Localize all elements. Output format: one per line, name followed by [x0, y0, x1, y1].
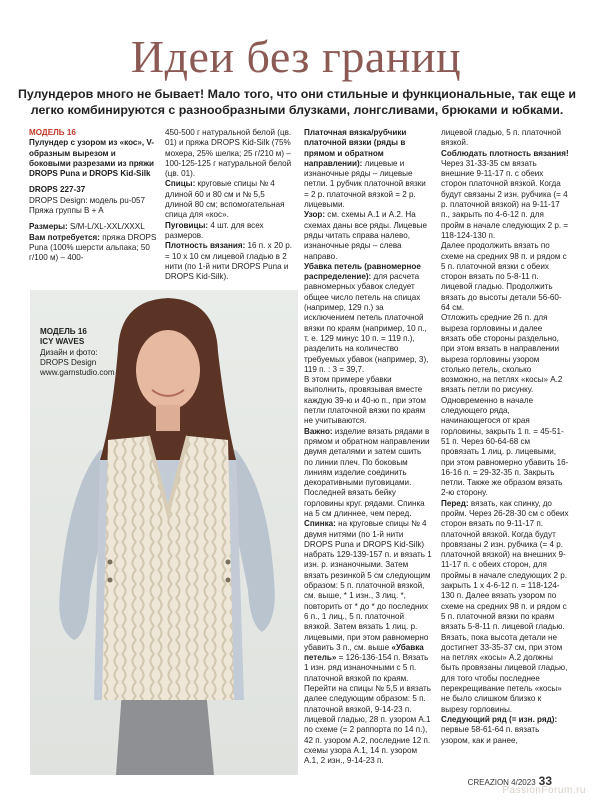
section-heading: Перед: — [441, 498, 469, 508]
section-text: для расчета равномерных убавок следует общее число петель на спицах (например, 129 п.) за исключением петель платочной вязки по краям (например, 10 п., т. е. 129 минус 10 п. = 119 п.), разделить на количество требуемых убавок (например, 3), 119 п. : 3 = 39,7. — [304, 272, 429, 374]
column-2 — [165, 128, 293, 282]
section-heading: Соблюдать плотность вязания! — [441, 148, 569, 158]
photo-caption — [40, 327, 115, 378]
page-number: 33 — [538, 774, 552, 788]
lead-paragraph: Пулундеров много не бывает! Мало того, что они стильные и функциональные, так еще и легко комбинируются с разнообразными блузками, лонгсливами, брюками и юбками. — [17, 87, 577, 117]
watermark: PassionForum.ru — [502, 785, 586, 796]
section-emphasis: «Убавка петель» — [304, 642, 424, 663]
caption-site: www.garnstudio.com — [40, 368, 115, 378]
section-heading: Важно: — [304, 426, 333, 436]
buttons-value: 4 шт. для всех размеров. — [165, 220, 264, 240]
caption-by: DROPS Design — [40, 357, 97, 367]
need-label: Вам потребуется: — [29, 232, 100, 242]
section-text: Через 31-33-35 см вязать внешние 9-11-17 п. с обеих сторон платочной вязкой. Когда будут связаны 2 изн. рубчика (= 4 р. платочной вязкой) на 9-11-17 п., закрыть по 4-6-12 п. для пройм в начале следующих 2 р. = 118-124-130 п. — [441, 158, 569, 240]
section-text: вязать, как спинку, до пройм. Через 26-28-30 см с обеих сторон вязать по 9-11-17 п. платочной вязкой. Когда будут провязаны 2 изн. рубчика (= 4 р. платочной вязкой) на внешних 9-11-17 п. с обеих сторон, для проймы в начале следующих 2 р. закрыть 1 х 4-6-12 п. = 118-124-130 п. Далее вязать узором по схеме на средних 98 п. и рядом с 5 п. платочной вязки по краям вязать 5-8-11 п. лицевой гладью. Вязать, пока высота детали не достигнет 33-35-37 см, при этом на петлях «косы» A.2 должны быть провязаны лицевой гладью, для того чтобы последнее перекрещивание петель «косы» не было слишком близко к вырезу горловины. — [441, 498, 569, 714]
page-title: Идеи без границ — [130, 31, 462, 82]
model-label: МОДЕЛЬ 16 — [29, 128, 76, 137]
drops-design: DROPS Design: модель pu-057 — [29, 195, 145, 205]
needles-label: Спицы: — [165, 179, 196, 189]
section-text: Далее продолжить вязать по схеме на средних 98 п. и рядом с 5 п. платочной вязки с обеих сторон вязать по 5-8-11 п. лицевой гладью. Продолжить вязать до высоты детали 56-60-64 см. — [441, 241, 567, 313]
section-text: изделие вязать рядами в прямом и обратном направлении двумя деталями и затем сшить по линии плеч. По боковым линиям изделие соединить декоративными пуговицами. Последней вязать бейку горловины круг. рядами. Спинка на 5 см длиннее, чем перед. — [304, 426, 430, 518]
drops-code: DROPS 227-37 — [29, 185, 86, 195]
section-heading: Следующий ряд (= изн. ряд): — [441, 714, 558, 724]
need-value: пряжа DROPS Puna (100% шерсти альпака; 50 г/100 м) – 400- — [29, 232, 157, 263]
yarn-continued: 450-500 г натуральной белой (цв. 01) и пряжа DROPS Kid-Silk (75% мохера, 25% шелка; 25 г/210 м) – 100-125-125 г натуральной белой (цв. 01). — [165, 128, 292, 179]
section-heading: Узор: — [304, 210, 326, 220]
caption-name: ICY WAVES — [40, 337, 85, 347]
section-text: первые 58-61-64 п. вязать узором, как и ранее, — [441, 725, 540, 745]
yarn-group: Пряжа группы B + A — [29, 206, 104, 216]
section-text: В этом примере убавки выполнить, провязывая вместе каждую 39-ю и 40-ю п., при этом петли платочной вязки по краям не учитываются. — [304, 375, 426, 426]
section-text: лицевые и изнаночные ряды – лицевые петли. 1 рубчик платочной вязки = 2 р. платочной вязкой = 2 р. лицевыми. — [304, 158, 426, 210]
column-4 — [441, 128, 569, 746]
section-heading: Платочная вязка/рубчики платочной вязки (ряды в прямом и обратном направлении): — [304, 128, 407, 168]
sizes-label: Размеры: — [29, 222, 68, 232]
section-text: на круговые спицы № 4 двумя нитями (по 1-й нити DROPS Puna и DROPS Kid-Silk) набрать 129-139-157 п. и вязать 1 изн. р. изнаночными. Затем вязать резинкой 5 см следующим образом: 5 п. платочной вязкой, см. выше, * 1 изн., 3 лиц. *, повторить от * до * до последних 6 п., 1 лиц., 5 п. платочной вязкой. Затем вязать 1 лиц. р. лицевыми, при этом равномерно убавить 3 п., см. выше — [304, 519, 432, 652]
column-3 — [304, 128, 432, 766]
section-text: = 126-136-154 п. Вязать 1 изн. ряд изнаночными с 5 п. платочной вязкой по краям. Перейти на спицы № 5,5 и вязать далее следующим образом: 5 п. платочной вязкой, 9-14-23 п. лицевой гладью, 28 п. узором А.1 по схеме (= 2 раппорта по 14 п.), 42 п. узором А.2, последние 12 п. схемы узора А.1, 14 п. узором А.1, 2 изн., 9-14-23 п. — [304, 653, 431, 766]
column-1 — [29, 128, 157, 264]
section-text: Отложить средние 26 п. для выреза горловины и далее вязать обе стороны раздельно, при этом вязать в направлении выреза горловины узором столько петель, сколько возможно, на петлях «косы» А.2 вязать петли по рисунку. Одновременно в начале следующего ряда, начинающегося от края горловины, закрыть 1 п. = 45-51-51 п. Через 60-64-68 см провязать 1 лиц. р. лицевыми, при этом равномерно убавить 16-16-16 п. = 29-32-35 п. Закрыть петли. Также же образом вязать 2-ю сторону. — [441, 313, 569, 498]
buttons-label: Пуговицы: — [165, 220, 209, 230]
caption-design: Дизайн и фото: — [40, 347, 98, 357]
density-label: Плотность вязания: — [165, 241, 246, 251]
section-text: лицевой гладью, 5 п. платочной вязкой. — [441, 128, 561, 148]
needles-value: круговые спицы № 4 длиной 60 и 80 см и № 5,5 длиной 80 см; вспомогательная спица для «кос». — [165, 179, 285, 220]
section-heading: Спинка: — [304, 519, 336, 529]
section-text: см. схемы А.1 и А.2. На схемах даны все ряды. Лицевые ряды читать справа налево, изнаночные ряды – слева направо. — [304, 210, 427, 261]
model-heading: Пулундер с узором из «кос», V-образным вырезом и боковыми разрезами из пряжи DROPS Puna и DROPS Kid-Silk — [29, 138, 155, 179]
section-heading: Убавка петель (равномерное распределение): — [304, 261, 421, 282]
sizes-value: S/M-L/XL-XXL/XXXL — [70, 222, 145, 232]
magazine-name: CREAZION 4/2023 — [467, 778, 536, 787]
density-value: 16 п. х 20 р. = 10 х 10 см лицевой гладью в 2 нити (по 1-й нити DROPS Puna и DROPS Kid-Silk). — [165, 241, 292, 282]
caption-model: МОДЕЛЬ 16 — [40, 327, 87, 336]
